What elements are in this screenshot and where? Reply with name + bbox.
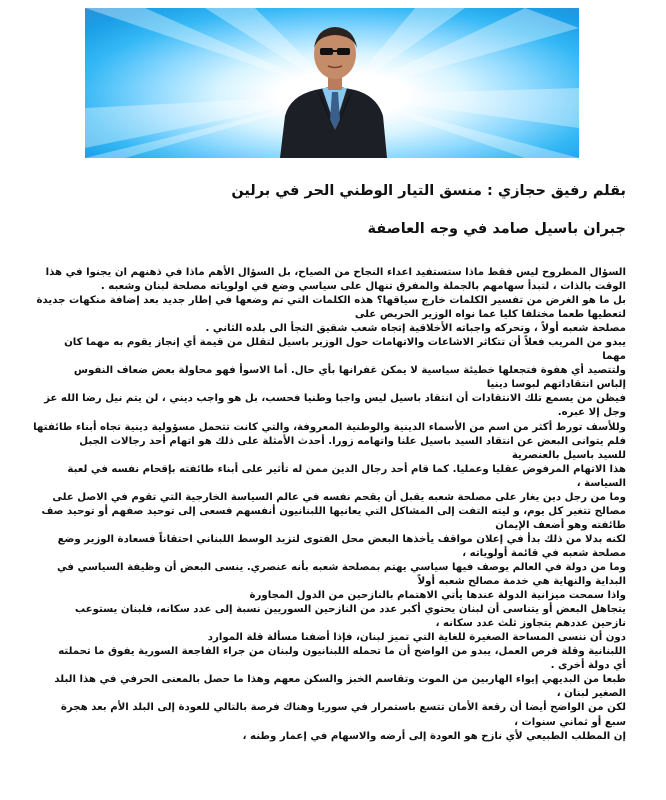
article-line: إن المطلب الطبيعي لأي نازح هو العودة إلى أرضه والاسهام في إعمار وطنه ، xyxy=(242,730,626,742)
article-line: إلباس انتقاداتهم لبوسا دينيا xyxy=(486,379,626,391)
portrait-photo-icon xyxy=(85,8,579,158)
article-line: وللأسف تورط أكثر من اسم من الأسماء الدينية والوطنية المعروفة، والتي كانت تتحمل مسؤولية دينية تجاه أبناء طائفتها xyxy=(33,421,626,433)
article-line: مهما xyxy=(602,351,626,363)
article-line: بل ما هو الغرض من تفسير الكلمات خارج سياقها؟ هذه الكلمات التي تم وضعها في إطار جديد بعد إضافة منكهات جديدة xyxy=(36,295,626,307)
article-line: لكن من الواضح أيضا أن رقعة الأمان تتسع باستمرار في سوريا وهناك فرصة بالتالي للعودة إلى البلد الأم بعد هجرة xyxy=(60,702,626,714)
article-line: الوقت بالذات ، لتبدأ سهامهم بالجملة والمفرق تنهال على سياسي وضع في اولوياته مصلحة لبنان وشعبه . xyxy=(100,281,626,293)
article-line: وما من دولة في العالم يوصف فيها سياسي يهتم بمصلحة شعبه بأنه عنصري. ينسى البعض أن وظيفة السياسي في xyxy=(57,561,626,573)
article-line: للسيد باسيل بالعنصرية xyxy=(511,449,626,461)
article-line: لكنه بدلا من ذلك بدأ في إعلان مواقف يأخذها البعض محل الفتوى لتزيد الوسط اللبناني احتقاناً فسعادة الوزير وضع xyxy=(57,533,626,545)
article-line: طبعا من البديهي إيواء الهاربين من الموت وتقاسم الخبز والسكن معهم وهذا ما حصل بالمعنى الحرفي في هذا البلد xyxy=(54,674,626,686)
article-line: الصغير لبنان ، xyxy=(556,688,626,700)
article-line: أي دولة أخرى . xyxy=(550,660,626,672)
article-line: وما من رجل دين يغار على مصلحة شعبه يقبل أن يقحم نفسه في عالم السياسة الخارجية التي تقوم في الاصل على xyxy=(52,491,626,503)
article-title: جبران باسيل صامد في وجه العاصفة xyxy=(367,221,626,237)
article-line: فلم يتوانى البعض عن انتقاد السيد باسيل علنا واتهامه زورا. أحدث الأمثلة على ذلك هو اتهام أحد رجالات الجبل xyxy=(79,435,626,447)
article-body xyxy=(26,266,626,744)
article-line: فيظن من يسمع تلك الانتقادات أن انتقاد باسيل ليس واجبا وطنيا فحسب، بل هو واجب ديني ، لن يتم نيل رضا الله عز xyxy=(44,393,626,405)
article-line: هذا الاتهام المرفوض عقليا وعمليا. كما قام أحد رجال الدين ممن له تأثير على أبناء طائفته بإقحام نفسه في لعبة xyxy=(67,463,626,475)
article-line: وجل إلا عبره. xyxy=(557,407,626,419)
article-line: نازحين عددهم يتجاوز ثلث عدد سكانه ، xyxy=(435,618,626,630)
article-line: مصالح تتغير كل يوم، و ليته التفت إلى المشاكل التي يعانيها اللبنانيون أنفسهم فسعى إلى توحيد صفهم أو توحيد صف xyxy=(41,505,626,517)
article-line: يبدو من المريب فعلاً أن تتكاثر الاشاعات والاتهامات حول الوزير باسيل لتقلل من قيمة أي إنجاز يقوم به مهما كان xyxy=(64,337,626,349)
article-line: سبع أو ثماني سنوات ، xyxy=(514,716,626,728)
article-byline: بقلم رفيق حجازي : منسق التيار الوطني الحر في برلين xyxy=(231,183,626,199)
article-line: طائفته وهو أضعف الإيمان xyxy=(495,519,626,531)
article-line: السؤال المطروح ليس فقط ماذا ستستفيد اعداء النجاح من الصياح، بل السؤال الأهم ماذا في ذهنهم ان يجنوا في هذا xyxy=(45,267,626,278)
article-line: يتجاهل البعض أو يتناسى أن لبنان يحتوي أكبر عدد من النازحين السوريين نسبة إلى عدد سكانه، فلبنان يستوعب xyxy=(74,604,626,616)
header-photo xyxy=(85,8,579,158)
article-line: لتعطيها طعما مختلفا كليا عما نواه الوزير الحريص على xyxy=(354,309,626,321)
article-line: دون أن ننسى المساحة الصغيرة للغاية التي تميز لبنان، فإذا أضفنا مسألة قلة الموارد xyxy=(207,632,626,644)
article-line: البداية والنهاية هي خدمة مصالح شعبه أولاً xyxy=(417,576,626,588)
article-line: السياسة ، xyxy=(576,477,626,489)
article-line: اللبنانية وقلة فرص العمل، يبدو من الواضح أن ما تحمله اللبنانيون ولبنان من جراء الفاجعة السورية يفوق ما تحملته xyxy=(58,646,626,658)
article-line: مصلحة شعبه في قائمة أولوياته ، xyxy=(462,547,626,559)
article-line: واذا سمحت ميزانية الدولة عندها يأتي الاهتمام بالنازحين من الدول المجاورة xyxy=(249,590,626,602)
article-line: ولتتصيد أي هفوة فتجعلها خطيئة سياسية لا يمكن غفرانها بأي حال. أما الاسوأ فهو محاولة بعض ضعاف النفوس xyxy=(73,365,626,377)
article-line: مصلحة شعبه أولاً ، وتحركه واجباته الأخلاقية إتجاه شعب شقيق التجأ الى بلده الثاني . xyxy=(205,323,626,335)
